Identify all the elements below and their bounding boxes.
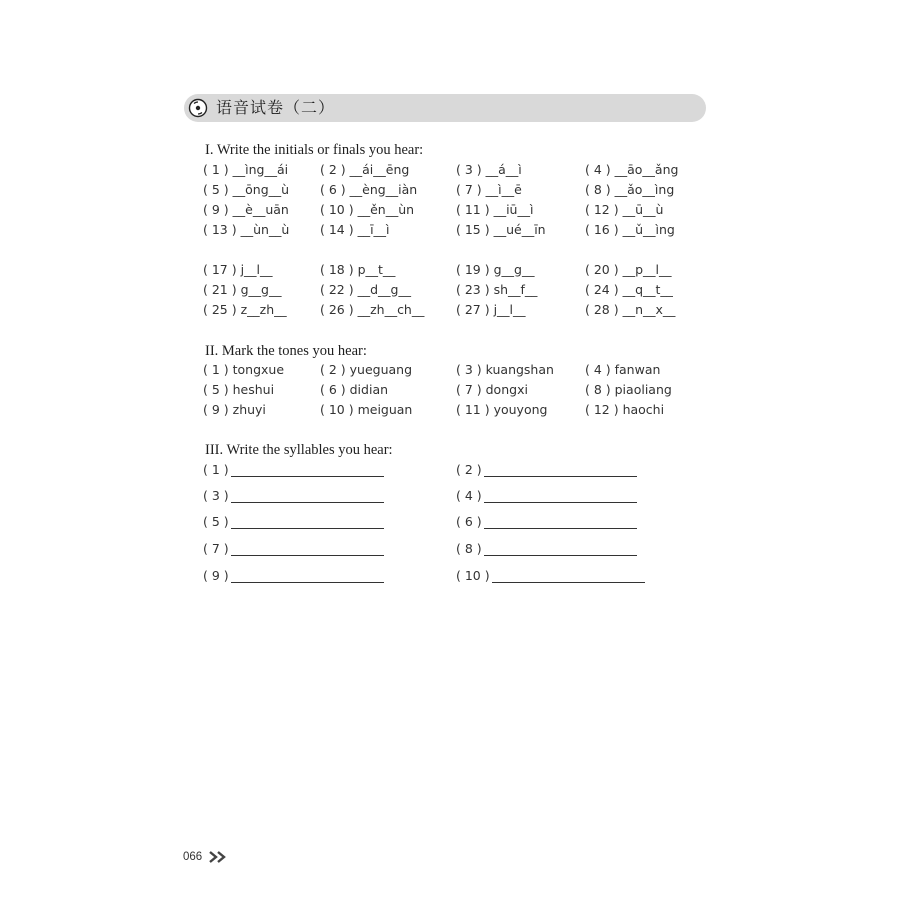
section-2-heading: II. Mark the tones you hear:: [205, 343, 367, 359]
exercise-item: ( 2 ) __ái__ēng: [320, 162, 410, 177]
exercise-item: ( 11 ) youyong: [456, 402, 548, 417]
exercise-item: ( 26 ) __zh__ch__: [320, 302, 425, 317]
answer-blank-line[interactable]: [231, 528, 384, 529]
exercise-item: ( 7 ) dongxi: [456, 382, 528, 397]
exercise-item: ( 4 ) fanwan: [585, 362, 661, 377]
answer-blank-line[interactable]: [484, 476, 637, 477]
double-chevron-right-icon: [208, 850, 228, 864]
exercise-item: ( 3 ) __á__ì: [456, 162, 522, 177]
answer-blank-line[interactable]: [492, 582, 645, 583]
exercise-item: ( 21 ) g__g__: [203, 282, 282, 297]
syllable-label: ( 10 ): [456, 568, 490, 583]
section-3-heading: III. Write the syllables you hear:: [205, 442, 393, 458]
exercise-item: ( 6 ) __èng__iàn: [320, 182, 418, 197]
section-1-heading: I. Write the initials or finals you hear:: [205, 142, 424, 158]
audio-disc-icon: [188, 98, 208, 118]
exercise-item: ( 25 ) z__zh__: [203, 302, 287, 317]
page-title: 语音试卷（二）: [216, 98, 336, 117]
exercise-item: ( 5 ) heshui: [203, 382, 275, 397]
syllable-label: ( 8 ): [456, 541, 482, 556]
exercise-item: ( 23 ) sh__f__: [456, 282, 538, 297]
syllable-label: ( 1 ): [203, 462, 229, 477]
syllable-label: ( 6 ): [456, 514, 482, 529]
syllable-label: ( 5 ): [203, 514, 229, 529]
exercise-item: ( 3 ) kuangshan: [456, 362, 554, 377]
exercise-item: ( 9 ) zhuyi: [203, 402, 266, 417]
syllable-label: ( 3 ): [203, 488, 229, 503]
exercise-item: ( 9 ) __è__uān: [203, 202, 289, 217]
syllable-label: ( 9 ): [203, 568, 229, 583]
answer-blank-line[interactable]: [231, 555, 384, 556]
exercise-item: ( 15 ) __ué__īn: [456, 222, 546, 237]
exercise-item: ( 2 ) yueguang: [320, 362, 413, 377]
exercise-item: ( 18 ) p__t__: [320, 262, 396, 277]
syllable-label: ( 7 ): [203, 541, 229, 556]
exercise-item: ( 24 ) __q__t__: [585, 282, 673, 297]
exercise-item: ( 16 ) __ǔ__ìng: [585, 222, 675, 237]
exercise-item: ( 8 ) __ǎo__ìng: [585, 182, 675, 197]
exercise-item: ( 11 ) __iū__ì: [456, 202, 534, 217]
answer-blank-line[interactable]: [484, 528, 637, 529]
answer-blank-line[interactable]: [231, 476, 384, 477]
syllable-label: ( 4 ): [456, 488, 482, 503]
answer-blank-line[interactable]: [484, 502, 637, 503]
exercise-item: ( 27 ) j__l__: [456, 302, 526, 317]
exercise-item: ( 5 ) __ōng__ù: [203, 182, 290, 197]
page-number: 066: [183, 851, 203, 863]
syllable-label: ( 2 ): [456, 462, 482, 477]
exercise-item: ( 8 ) piaoliang: [585, 382, 672, 397]
exercise-item: ( 20 ) __p__l__: [585, 262, 672, 277]
exercise-item: ( 10 ) __ěn__ùn: [320, 202, 415, 217]
exercise-item: ( 22 ) __d__g__: [320, 282, 411, 297]
exercise-item: ( 1 ) tongxue: [203, 362, 285, 377]
answer-blank-line[interactable]: [231, 502, 384, 503]
exercise-item: ( 10 ) meiguan: [320, 402, 413, 417]
section-header-bar: [184, 94, 706, 122]
exercise-item: ( 14 ) __ī__ì: [320, 222, 390, 237]
answer-blank-line[interactable]: [231, 582, 384, 583]
exercise-item: ( 1 ) __ìng__ái: [203, 162, 289, 177]
answer-blank-line[interactable]: [484, 555, 637, 556]
exercise-item: ( 4 ) __āo__ǎng: [585, 162, 679, 177]
exercise-item: ( 19 ) g__g__: [456, 262, 535, 277]
exercise-item: ( 13 ) __ùn__ù: [203, 222, 290, 237]
exercise-item: ( 6 ) didian: [320, 382, 389, 397]
exercise-item: ( 17 ) j__l__: [203, 262, 273, 277]
exercise-item: ( 12 ) haochi: [585, 402, 665, 417]
exercise-item: ( 7 ) __ì__ē: [456, 182, 522, 197]
exercise-item: ( 12 ) __ū__ù: [585, 202, 664, 217]
exercise-item: ( 28 ) __n__x__: [585, 302, 676, 317]
